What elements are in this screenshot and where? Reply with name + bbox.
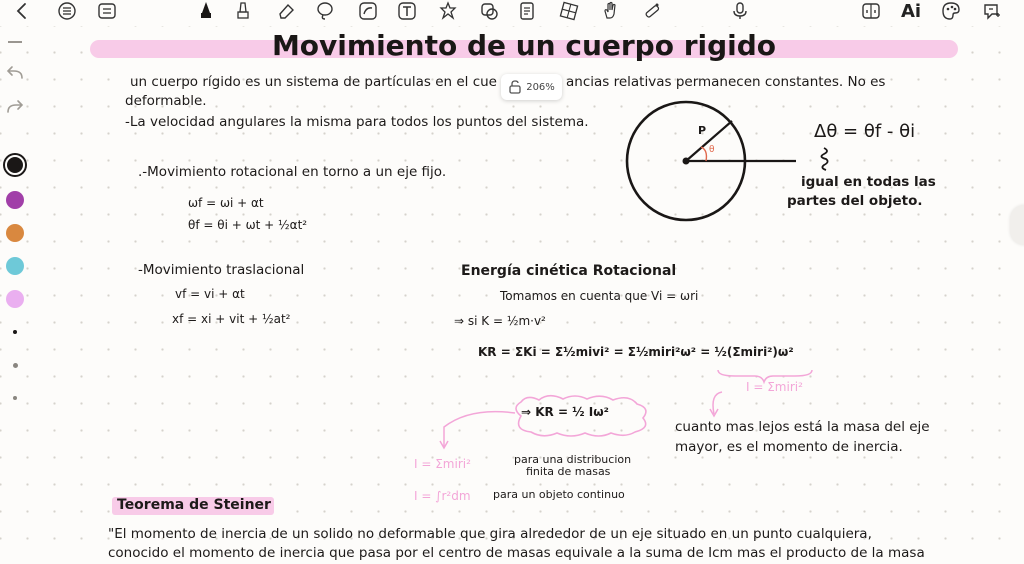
kr-cloud-equation: ⇒ KR = ½ Iω²: [521, 405, 609, 419]
steiner-line-1: "El momento de inercia de un solido no deformable que gira alrededor de un eje situado en un punto cualquiera,: [108, 526, 872, 542]
elements-icon[interactable]: [477, 0, 501, 22]
document-icon[interactable]: [515, 0, 539, 22]
hand-icon[interactable]: [598, 0, 622, 22]
cuanto-line-1: cuanto mas lejos está la masa del eje: [675, 419, 930, 435]
laser-pointer-icon[interactable]: [640, 0, 664, 22]
rotational-eq-omega: ωf = ωi + αt: [188, 196, 264, 210]
sticker-icon[interactable]: [436, 0, 460, 22]
rotational-heading: .-Movimiento rotacional en torno a un eje fijo.: [138, 164, 447, 180]
steiner-line-2: conocido el momento de inercia que pasa por el centro de masas equivale a la suma de Icm mas el producto de la masa: [108, 545, 925, 561]
left-sidebar: [0, 26, 30, 564]
cuanto-line-2: mayor, es el momento de inercia.: [675, 439, 903, 455]
distribucion-line-2: finita de masas: [526, 465, 611, 478]
stroke-size-medium[interactable]: [0, 356, 30, 374]
tomamos-line: Tomamos en cuenta que Vi = ωri: [500, 289, 699, 303]
pink-arrow-annotation: [430, 405, 520, 455]
pen-icon[interactable]: [194, 0, 218, 22]
color-swatch-black[interactable]: [0, 153, 30, 177]
rotational-eq-theta: θf = θi + ωt + ½αt²: [188, 218, 308, 232]
palette-icon[interactable]: [939, 0, 963, 22]
delta-theta-equation: Δθ = θf - θi: [814, 121, 916, 142]
color-swatch-orange[interactable]: [0, 221, 30, 245]
translational-eq-x: xf = xi + vit + ½at²: [172, 312, 291, 326]
highlighter-icon[interactable]: [231, 0, 255, 22]
note-line-1: un cuerpo rígido es un sistema de partículas en el cue: [130, 74, 497, 90]
zoom-indicator[interactable]: [501, 74, 562, 100]
list-icon[interactable]: [55, 0, 79, 22]
page-scroll-handle[interactable]: [1010, 205, 1024, 245]
color-swatch-pink[interactable]: [0, 287, 30, 311]
igual-line-1: igual en todas las: [801, 174, 936, 190]
undo-icon[interactable]: [0, 62, 30, 86]
diagram-label-theta: θ: [709, 145, 715, 155]
collapse-handle[interactable]: [0, 40, 30, 44]
add-note-icon[interactable]: [979, 0, 1003, 22]
ai-icon[interactable]: [898, 0, 924, 22]
note-line-3: -La velocidad angulares la misma para todos los puntos del sistema.: [125, 114, 589, 130]
back-chevron-icon[interactable]: [10, 0, 34, 22]
igual-line-2: partes del objeto.: [787, 193, 923, 209]
zoom-level: 206%: [526, 81, 555, 93]
color-swatch-purple[interactable]: [0, 188, 30, 212]
grid-icon[interactable]: [95, 0, 119, 22]
rotation-diagram: [620, 94, 810, 224]
top-toolbar: [0, 0, 1024, 26]
color-swatch-cyan[interactable]: [0, 254, 30, 278]
translational-heading: -Movimiento traslacional: [138, 262, 305, 278]
pink-brace-annotation: [700, 364, 830, 424]
redo-icon[interactable]: [0, 96, 30, 120]
page-title: Movimiento de un cuerpo rigido: [271, 29, 777, 62]
distribucion-line-1: para una distribucion: [514, 453, 632, 466]
table-icon[interactable]: [557, 0, 581, 22]
stroke-size-small[interactable]: [0, 323, 30, 341]
eraser-icon[interactable]: [274, 0, 298, 22]
unlock-icon: [508, 80, 522, 94]
ai-label: Ai: [900, 0, 922, 22]
inertia-sum-pink-2: I = Σmiri²: [414, 457, 471, 471]
shape-icon[interactable]: [356, 0, 380, 22]
continuo-line: para un objeto continuo: [493, 488, 625, 501]
translational-eq-v: vf = vi + αt: [175, 287, 245, 301]
inertia-integral-pink: I = ∫r²dm: [414, 489, 471, 503]
lasso-icon[interactable]: [313, 0, 337, 22]
brace-annotation: [818, 146, 834, 172]
note-line-2: deformable.: [125, 93, 207, 109]
steiner-heading: Teorema de Steiner: [117, 497, 271, 513]
note-line-1-cont: ancias relativas permanecen constantes. No es: [566, 74, 886, 90]
diagram-label-p: P: [698, 124, 707, 137]
text-tool-icon[interactable]: [395, 0, 419, 22]
inertia-sum-pink: I = Σmiri²: [746, 380, 803, 394]
energia-heading: Energía cinética Rotacional: [461, 263, 677, 279]
reader-icon[interactable]: [859, 0, 883, 22]
kr-equation: KR = ΣKi = Σ½mivi² = Σ½miri²ω² = ½(Σmiri²)ω²: [478, 345, 794, 359]
si-line: ⇒ si K = ½m·v²: [454, 314, 546, 328]
stroke-size-large[interactable]: [0, 389, 30, 407]
microphone-icon[interactable]: [728, 0, 752, 22]
